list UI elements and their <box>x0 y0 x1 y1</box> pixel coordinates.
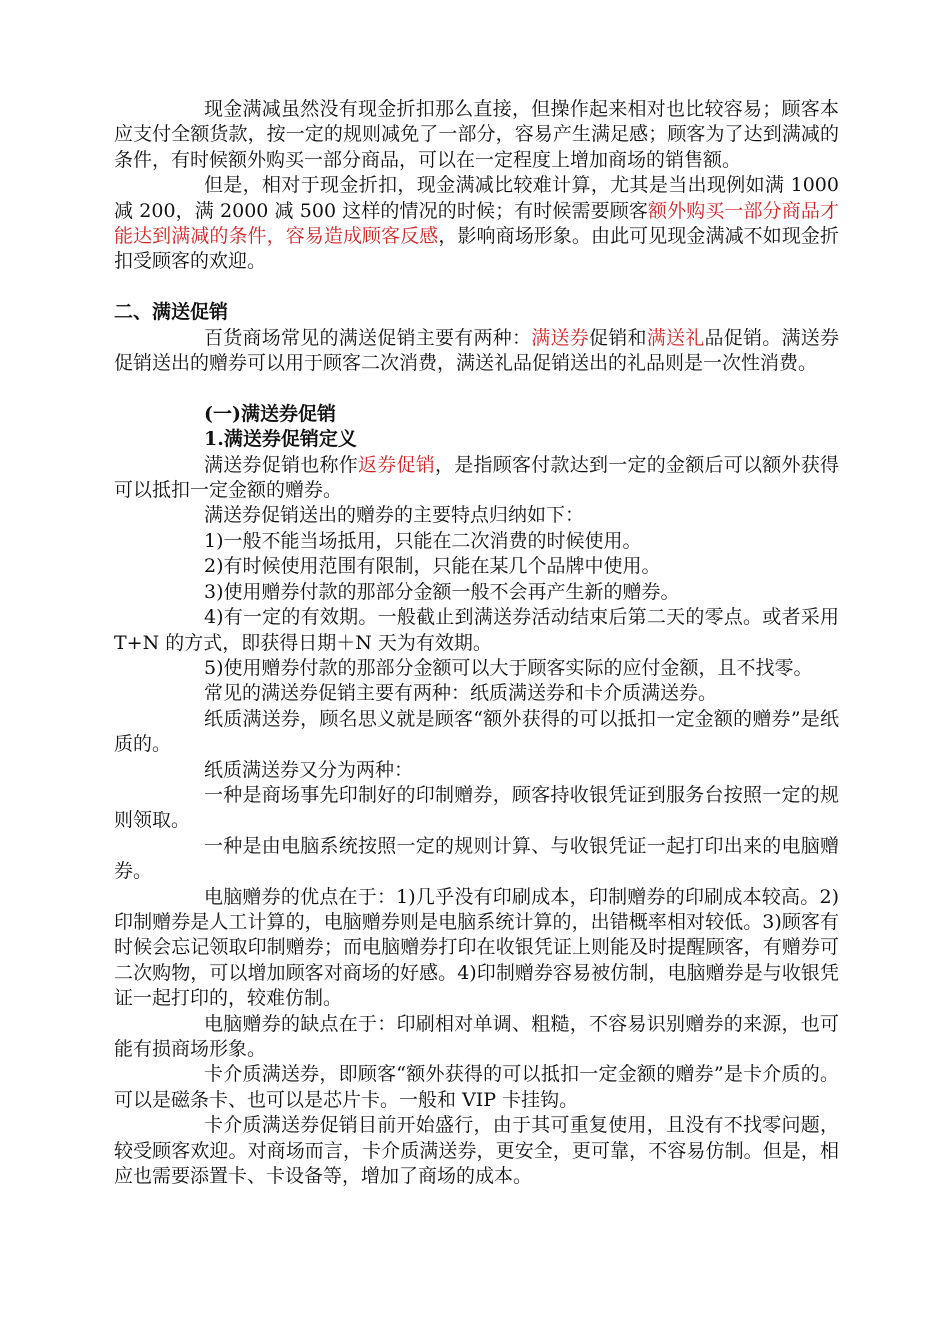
document-page <box>114 97 839 1189</box>
paragraph: 纸质满送券又分为两种： <box>204 758 414 781</box>
paragraph: 电脑赠券的优点在于：1)几乎没有印刷成本，印制赠券的印刷成本较高。2)印制赠券是人工计算的，电脑赠券则是电脑系统计算的，出错概率相对较低。3)顾客有时候会忘记领取印制赠券；而电脑赠券打印在收银凭证上则能及时提醒顾客，有赠券可二次购物，可以增加顾客对商场的好感。4)印制赠券容易被仿制，电脑赠券是与收银凭证一起打印的，较难仿制。 <box>114 885 839 1010</box>
text-segment: ，影响商场形象。由此可见现金满减不如现金折扣受顾客的欢迎。 <box>114 225 839 273</box>
text-segment: 但是，相对于现金折扣，现金满减比较难计算，尤其是当出现例如满 1000 减 200，满 2000 减 500 这样的情况的时候；有时候需要顾客 <box>114 174 839 222</box>
feature-item: 1)一般不能当场抵用，只能在二次消费的时候使用。 <box>204 529 642 552</box>
item-heading: 1.满送券促销定义 <box>204 428 357 451</box>
paragraph: 一种是商场事先印制好的印制赠券，顾客持收银凭证到服务台按照一定的规则领取。 <box>114 783 839 832</box>
paragraph: 卡介质满送券促销目前开始盛行，由于其可重复使用，且没有不找零问题，较受顾客欢迎。对商场而言，卡介质满送券，更安全，更可靠，不容易仿制。但是，相应也需要添置卡、卡设备等，增加了商场的成本。 <box>114 1114 839 1188</box>
paragraph: 常见的满送券促销主要有两种：纸质满送券和卡介质满送券。 <box>204 682 718 705</box>
paragraph-promotion-types <box>114 326 839 377</box>
feature-item: 2)有时候使用范围有限制，只能在某几个品牌中使用。 <box>204 555 661 578</box>
feature-item: 4)有一定的有效期。一般截止到满送券活动结束后第二天的零点。或者采用 T+N 的方式，即获得日期＋N 天为有效期。 <box>114 606 839 654</box>
paragraph-cash-discount-cons <box>114 173 839 275</box>
text-segment: 促销和 <box>588 326 647 349</box>
highlighted-text: 满送礼 <box>646 326 705 349</box>
section-heading: 二、满送促销 <box>114 301 229 324</box>
feature-item: 5)使用赠券付款的那部分金额可以大于顾客实际的应付金额，且不找零。 <box>204 656 813 679</box>
text-segment: 品促销。满送券促销送出的赠券可以用于顾客二次消费，满送礼品促销送出的礼品则是一次性消费。 <box>114 326 839 375</box>
paragraph: 一种是由电脑系统按照一定的规则计算、与收银凭证一起打印出来的电脑赠券。 <box>114 834 839 883</box>
paragraph-definition <box>114 453 839 504</box>
paragraph-cash-discount-pros: 现金满减虽然没有现金折扣那么直接，但操作起来相对也比较容易；顾客本应支付全额货款，按一定的规则减免了一部分，容易产生满足感；顾客为了达到满减的条件，有时候额外购买一部分商品，可以在一定程度上增加商场的销售额。 <box>114 98 839 171</box>
subsection-heading: (一)满送券促销 <box>204 402 336 425</box>
paragraph: 卡介质满送券，即顾客“额外获得的可以抵扣一定金额的赠券”是卡介质的。可以是磁条卡、也可以是芯片卡。一般和 VIP 卡挂钩。 <box>114 1063 839 1111</box>
spacer <box>114 376 839 401</box>
highlighted-text: 返券促销 <box>358 453 435 476</box>
paragraph-features-intro: 满送券促销送出的赠券的主要特点归纳如下： <box>204 504 585 527</box>
paragraph: 电脑赠券的缺点在于：印刷相对单调、粗糙，不容易识别赠券的来源，也可能有损商场形象。 <box>114 1012 839 1060</box>
paragraph: 纸质满送券，顾名思义就是顾客“额外获得的可以抵扣一定金额的赠券”是纸质的。 <box>114 707 839 756</box>
highlighted-text: 额外购买一部分商品才能达到满减的条件，容易造成顾客反感 <box>114 199 839 248</box>
text-segment: ，是指顾客付款达到一定的金额后可以额外获得可以抵扣一定金额的赠券。 <box>114 453 839 502</box>
text-segment: 百货商场常见的满送促销主要有两种： <box>204 326 532 349</box>
spacer <box>114 275 839 300</box>
feature-item: 3)使用赠券付款的那部分金额一般不会再产生新的赠券。 <box>204 580 680 603</box>
text-segment: 满送券促销也称作 <box>204 453 358 476</box>
highlighted-text: 满送券 <box>531 326 589 349</box>
